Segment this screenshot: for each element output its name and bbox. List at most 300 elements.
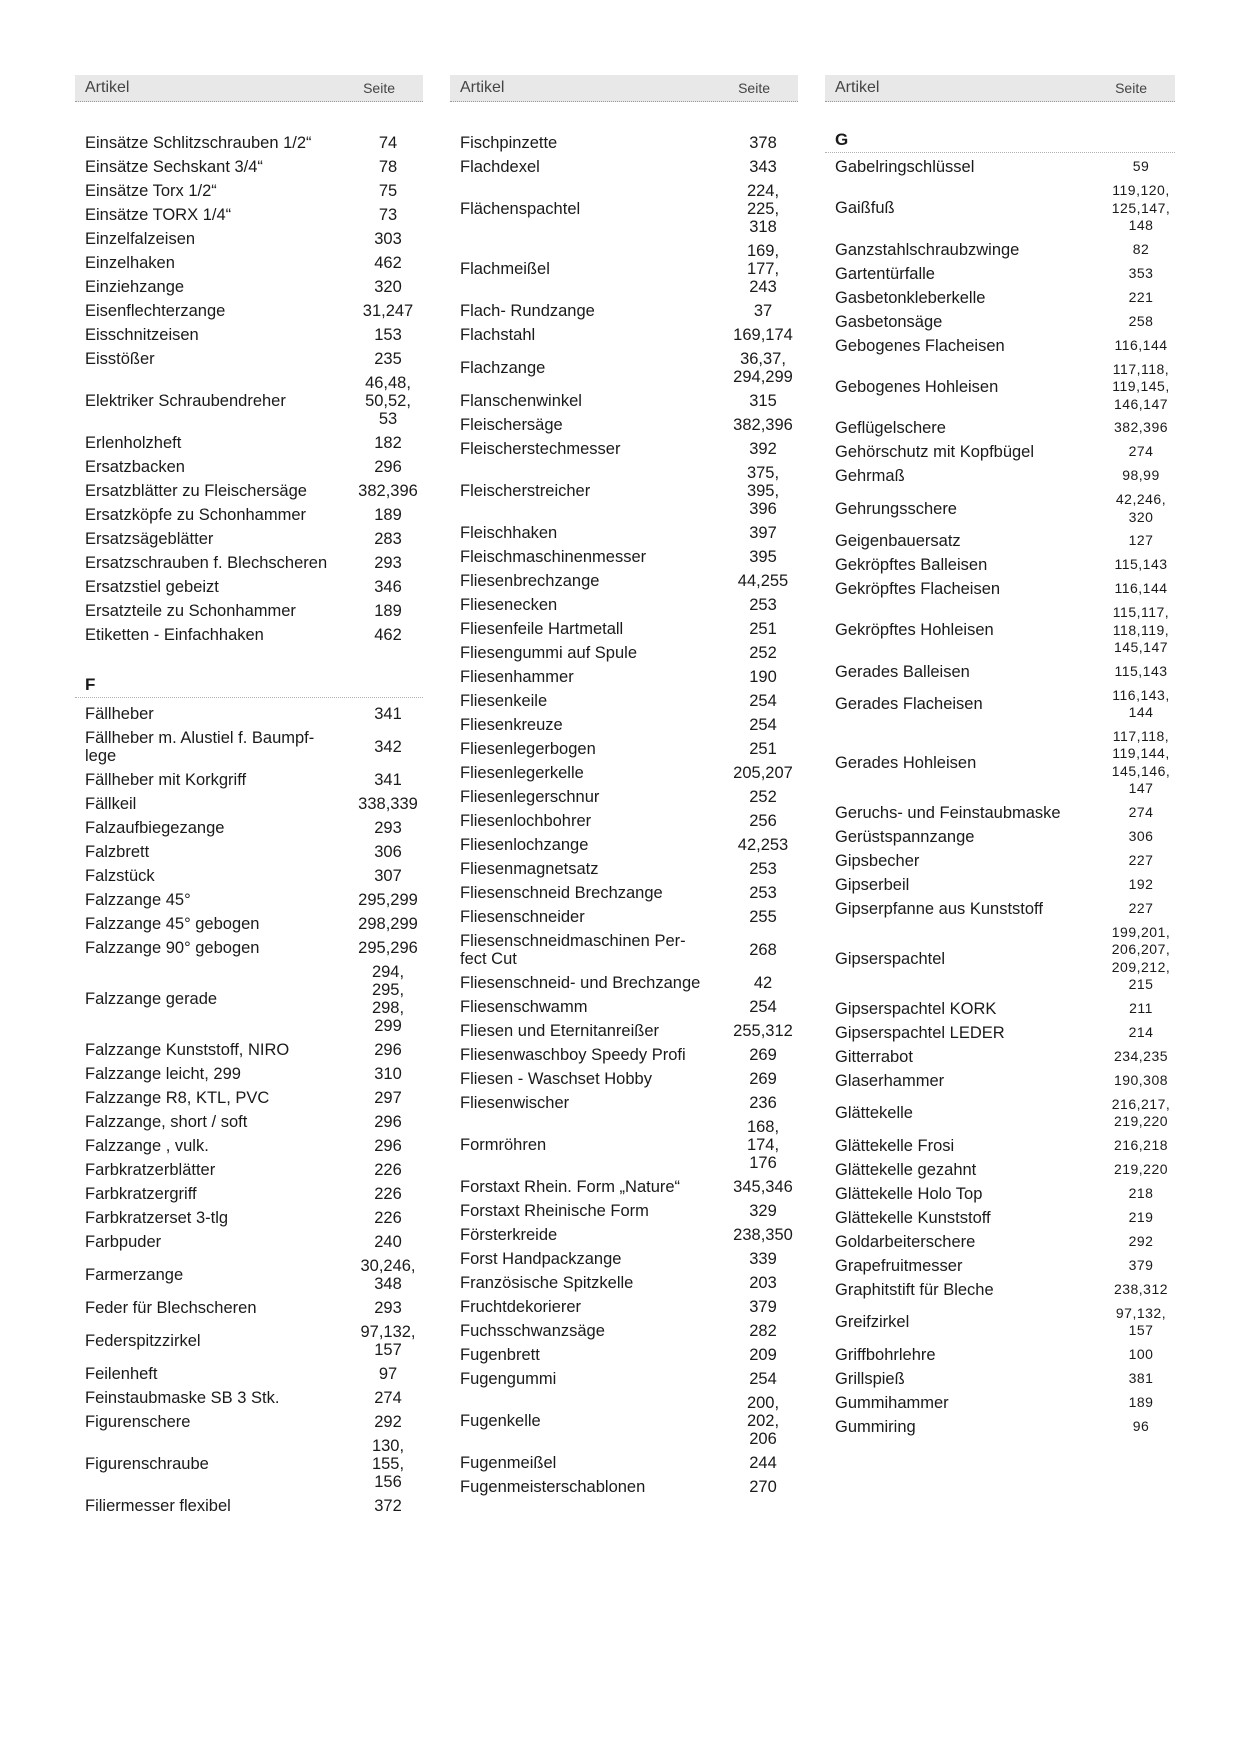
- entry-page: 115,143: [1114, 556, 1168, 573]
- index-entry: [825, 1182, 1175, 1206]
- index-column-3: [825, 75, 1175, 1439]
- entry-name: Flachmeißel: [460, 260, 550, 278]
- entry-name: Falzstück: [85, 867, 155, 885]
- entry-name: Figurenschere: [85, 1413, 191, 1431]
- entry-name: Glättekelle: [835, 1104, 913, 1122]
- entry-page: 78: [378, 158, 398, 176]
- entry-name: Gipserspachtel KORK: [835, 999, 997, 1018]
- entry-name: Glättekelle gezahnt: [835, 1160, 977, 1179]
- entry-name: Ersatzbacken: [85, 458, 185, 476]
- index-entry: [75, 816, 423, 840]
- entry-page: 307: [374, 867, 402, 885]
- entry-name: Eisstößer: [85, 350, 155, 368]
- entry-name: Gartentürfalle: [835, 264, 935, 283]
- index-entry: [825, 310, 1175, 334]
- entry-page: 295,296: [358, 939, 418, 957]
- entry-page: 462: [374, 254, 402, 272]
- index-entry: [75, 155, 423, 179]
- index-entry: [75, 551, 423, 575]
- entry-name: Fliesenbrechzange: [460, 572, 600, 590]
- entry-name: Fliesenlegerschnur: [460, 788, 600, 806]
- index-entry: [450, 1295, 798, 1319]
- entry-page: 269: [749, 1046, 777, 1064]
- entry-page: 342: [374, 738, 402, 756]
- index-entry: [825, 358, 1175, 417]
- entry-page: 372: [374, 1497, 402, 1515]
- index-entry: [450, 1247, 798, 1271]
- header-artikel: Artikel: [835, 79, 880, 96]
- entry-page: 116,144: [1114, 336, 1168, 353]
- entry-name: Falzzange 45°: [85, 891, 191, 909]
- index-entry: [75, 479, 423, 503]
- entry-page: 31,247: [362, 302, 414, 320]
- index-entry: [75, 275, 423, 299]
- entry-name: Fliesenschneid Brechzange: [460, 884, 663, 902]
- index-entry: [75, 1494, 423, 1518]
- index-entry: [450, 1319, 798, 1343]
- entry-name: Eisschnitzeisen: [85, 326, 199, 344]
- entry-name: Gummihammer: [835, 1393, 949, 1412]
- entry-page: 320: [374, 278, 402, 296]
- index-entry: [825, 155, 1175, 179]
- entry-page: 75: [378, 182, 398, 200]
- entry-name: Elektriker Schraubendreher: [85, 392, 286, 410]
- entry-name: Fliesenhammer: [460, 668, 574, 686]
- entry-name: Gaißfuß: [835, 199, 895, 218]
- entry-page: 382,396: [358, 482, 418, 500]
- header-artikel: Artikel: [460, 79, 505, 96]
- entry-page: 42: [753, 974, 773, 992]
- entry-page: 168, 174, 176: [746, 1118, 780, 1172]
- entry-page: 295,299: [358, 891, 418, 909]
- entry-page: 42,253: [737, 836, 789, 854]
- entry-list-g: [825, 155, 1175, 1439]
- entry-page: 238,312: [1113, 1280, 1169, 1297]
- entry-page: 341: [374, 771, 402, 789]
- index-entry: [75, 1254, 423, 1296]
- entry-name: Französische Spitzkelle: [460, 1274, 634, 1292]
- entry-name: Flachdexel: [460, 158, 540, 176]
- index-entry: [825, 1158, 1175, 1182]
- index-entry: [75, 726, 423, 768]
- index-entry: [825, 440, 1175, 464]
- entry-page: 116,144: [1114, 580, 1168, 597]
- index-entry: [75, 1320, 423, 1362]
- index-entry: [825, 921, 1175, 997]
- index-entry: [450, 1067, 798, 1091]
- index-entry: [75, 1296, 423, 1320]
- entry-page: 36,37, 294,299: [733, 350, 793, 386]
- index-entry: [450, 545, 798, 569]
- entry-name: Flachstahl: [460, 326, 536, 344]
- entry-name: Fuchsschwanzsäge: [460, 1322, 605, 1340]
- entry-page: 82: [1132, 240, 1150, 257]
- entry-name: Gehrungsschere: [835, 499, 957, 518]
- entry-name: Fleischerstechmesser: [460, 440, 621, 458]
- index-entry: [75, 503, 423, 527]
- entry-page: 269: [749, 1070, 777, 1088]
- index-entry: [825, 416, 1175, 440]
- entry-name: Gipsbecher: [835, 851, 920, 870]
- entry-name: Einsätze Torx 1/2“: [85, 182, 217, 200]
- entry-page: 238,350: [733, 1226, 793, 1244]
- entry-name: Gitterrabot: [835, 1047, 913, 1066]
- entry-page: 395: [749, 548, 777, 566]
- entry-name: Fruchtdekorierer: [460, 1298, 582, 1316]
- index-entry: [450, 1391, 798, 1451]
- index-entry: [450, 389, 798, 413]
- entry-page: 190: [749, 668, 777, 686]
- entry-page: 224, 225, 318: [746, 182, 780, 236]
- entry-page: 252: [749, 788, 777, 806]
- entry-page: 100: [1128, 1345, 1154, 1362]
- index-entry: [825, 179, 1175, 238]
- entry-page: 42,246, 320: [1115, 491, 1167, 525]
- entry-page: 44,255: [737, 572, 789, 590]
- entry-page: 274: [1128, 443, 1154, 460]
- entry-page: 296: [374, 458, 402, 476]
- entry-name: Gehörschutz mit Kopfbügel: [835, 443, 1035, 461]
- entry-page: 303: [374, 230, 402, 248]
- entry-name: Fliesen und Eternitanreißer: [460, 1022, 660, 1040]
- entry-page: 30,246, 348: [360, 1257, 416, 1293]
- entry-page: 292: [374, 1413, 402, 1431]
- index-entry: [825, 825, 1175, 849]
- entry-page: 310: [374, 1065, 402, 1083]
- index-entry: [825, 601, 1175, 660]
- entry-name: Fliesenlochbohrer: [460, 812, 592, 830]
- entry-page: 254: [749, 716, 777, 734]
- column-header: [75, 75, 423, 102]
- entry-page: 189: [1128, 1393, 1154, 1410]
- entry-list: [75, 131, 423, 647]
- entry-page: 116,143, 144: [1112, 686, 1170, 720]
- index-entry: [75, 888, 423, 912]
- entry-page: 345,346: [733, 1178, 793, 1196]
- index-entry: [75, 768, 423, 792]
- entry-page: 258: [1128, 312, 1154, 329]
- entry-name: Fliesengummi auf Spule: [460, 644, 638, 662]
- index-entry: [825, 1254, 1175, 1278]
- index-entry: [450, 881, 798, 905]
- entry-page: 255: [749, 908, 777, 926]
- entry-name: Feinstaubmaske SB 3 Stk.: [85, 1389, 280, 1407]
- index-entry: [75, 912, 423, 936]
- index-entry: [450, 323, 798, 347]
- index-entry: [450, 1091, 798, 1115]
- entry-page: 382,396: [1113, 419, 1169, 436]
- entry-name: Fliesenwischer: [460, 1094, 570, 1112]
- entry-page: 254: [749, 1370, 777, 1388]
- index-entry: [75, 840, 423, 864]
- entry-name: Fliesenkeile: [460, 692, 548, 710]
- entry-name: Gabelringschlüssel: [835, 158, 975, 176]
- index-entry: [75, 599, 423, 623]
- entry-name: Ersatzköpfe zu Schonhammer: [85, 506, 307, 524]
- header-seite: Seite: [1115, 80, 1147, 96]
- index-entry: [450, 905, 798, 929]
- entry-page: 117,118, 119,144, 145,146, 147: [1111, 727, 1171, 796]
- entry-page: 209: [749, 1346, 777, 1364]
- entry-name: Einzelhaken: [85, 254, 175, 272]
- entry-name: Fällheber mit Korkgriff: [85, 771, 247, 789]
- entry-name: Fliesenlegerkelle: [460, 764, 584, 782]
- entry-name: Farbkratzerset 3-tlg: [85, 1209, 229, 1227]
- index-entry: [825, 725, 1175, 801]
- index-entry: [450, 461, 798, 521]
- entry-name: Fliesenkreuze: [460, 716, 563, 734]
- entry-name: Falzzange Kunststoff, NIRO: [85, 1041, 290, 1059]
- entry-name: Falzzange R8, KTL, PVC: [85, 1089, 270, 1107]
- index-entry: [450, 713, 798, 737]
- entry-name: Fleischerstreicher: [460, 482, 591, 500]
- index-entry: [75, 203, 423, 227]
- index-entry: [450, 665, 798, 689]
- index-entry: [450, 737, 798, 761]
- entry-page: 329: [749, 1202, 777, 1220]
- entry-page: 169, 177, 243: [746, 242, 780, 296]
- index-entry: [825, 464, 1175, 488]
- entry-name: Eisenflechterzange: [85, 302, 226, 320]
- entry-page: 268: [749, 941, 777, 959]
- entry-name: Ersatzteile zu Schonhammer: [85, 602, 296, 620]
- index-entry: [825, 1302, 1175, 1343]
- index-entry: [450, 413, 798, 437]
- entry-page: 115,143: [1114, 662, 1168, 679]
- index-entry: [75, 431, 423, 455]
- entry-page: 97: [378, 1365, 398, 1383]
- entry-page: 375, 395, 396: [746, 464, 780, 518]
- entry-name: Gehrmaß: [835, 467, 905, 485]
- entry-name: Fliesen - Waschset Hobby: [460, 1070, 652, 1088]
- entry-page: 97,132, 157: [1115, 1304, 1167, 1338]
- index-entry: [75, 1206, 423, 1230]
- entry-name: Fliesenlegerbogen: [460, 740, 596, 758]
- column-header: [825, 75, 1175, 102]
- entry-name: Glättekelle Holo Top: [835, 1184, 983, 1203]
- section-heading-f: F: [75, 671, 423, 698]
- entry-name: Fliesenschneidmaschinen Per- fect Cut: [460, 932, 686, 968]
- entry-page: 221: [1128, 288, 1154, 305]
- index-entry: [75, 1038, 423, 1062]
- entry-page: 339: [749, 1250, 777, 1268]
- entry-list-f: [75, 702, 423, 1518]
- entry-name: Flanschenwinkel: [460, 392, 582, 410]
- entry-page: 73: [378, 206, 398, 224]
- entry-page: 203: [749, 1274, 777, 1292]
- index-entry: [825, 262, 1175, 286]
- entry-name: Griffbohrlehre: [835, 1345, 936, 1364]
- entry-page: 253: [749, 884, 777, 902]
- entry-name: Fällheber m. Alustiel f. Baumpf- lege: [85, 729, 315, 765]
- index-entry: [450, 179, 798, 239]
- entry-name: Feder für Blechscheren: [85, 1299, 257, 1317]
- entry-name: Ersatzsägeblätter: [85, 530, 214, 548]
- index-entry: [825, 1343, 1175, 1367]
- index-entry: [75, 1230, 423, 1254]
- index-entry: [75, 455, 423, 479]
- entry-name: Fliesenecken: [460, 596, 558, 614]
- entry-name: Einzelfalzeisen: [85, 230, 196, 248]
- entry-page: 234,235: [1113, 1047, 1169, 1064]
- index-entry: [450, 521, 798, 545]
- index-entry: [825, 1278, 1175, 1302]
- index-entry: [450, 1367, 798, 1391]
- entry-name: Gipserpfanne aus Kunststoff: [835, 899, 1043, 918]
- index-entry: [825, 849, 1175, 873]
- index-entry: [825, 1093, 1175, 1134]
- index-entry: [450, 239, 798, 299]
- entry-page: 189: [374, 602, 402, 620]
- index-entry: [450, 347, 798, 389]
- index-entry: [450, 785, 798, 809]
- entry-page: 346: [374, 578, 402, 596]
- entry-name: Fugenmeißel: [460, 1454, 557, 1472]
- index-entry: [450, 569, 798, 593]
- index-entry: [825, 1415, 1175, 1439]
- entry-name: Gipserspachtel LEDER: [835, 1023, 1005, 1042]
- entry-page: 343: [749, 158, 777, 176]
- entry-name: Fleischmaschinenmesser: [460, 548, 647, 566]
- index-entry: [825, 897, 1175, 921]
- index-entry: [450, 1043, 798, 1067]
- entry-name: Fleischhaken: [460, 524, 558, 542]
- entry-name: Filiermesser flexibel: [85, 1497, 231, 1515]
- index-entry: [450, 641, 798, 665]
- entry-page: 338,339: [358, 795, 418, 813]
- entry-name: Gipserbeil: [835, 875, 910, 894]
- entry-page: 46,48, 50,52, 53: [365, 374, 411, 428]
- entry-page: 274: [374, 1389, 402, 1407]
- entry-page: 254: [749, 692, 777, 710]
- index-entry: [75, 1386, 423, 1410]
- entry-name: Farbkratzerblätter: [85, 1161, 216, 1179]
- entry-name: Formröhren: [460, 1136, 547, 1154]
- entry-page: 306: [374, 843, 402, 861]
- entry-page: 96: [1132, 1417, 1150, 1434]
- index-entry: [75, 347, 423, 371]
- entry-name: Etiketten - Einfachhaken: [85, 626, 264, 644]
- entry-page: 240: [374, 1233, 402, 1251]
- entry-page: 296: [374, 1137, 402, 1155]
- entry-page: 130, 155, 156: [371, 1437, 405, 1491]
- entry-page: 378: [749, 134, 777, 152]
- entry-page: 270: [749, 1478, 777, 1496]
- entry-name: Gerades Balleisen: [835, 662, 970, 681]
- index-entry: [450, 617, 798, 641]
- entry-page: 341: [374, 705, 402, 723]
- entry-page: 98,99: [1122, 467, 1160, 484]
- entry-name: Farmerzange: [85, 1266, 184, 1284]
- index-entry: [450, 1451, 798, 1475]
- index-entry: [825, 1069, 1175, 1093]
- header-seite: Seite: [363, 80, 395, 96]
- index-entry: [450, 1223, 798, 1247]
- index-entry: [75, 299, 423, 323]
- entry-page: 190,308: [1113, 1071, 1169, 1088]
- index-entry: [75, 936, 423, 960]
- index-entry: [75, 575, 423, 599]
- entry-name: Fliesenschneider: [460, 908, 585, 926]
- index-entry: [825, 334, 1175, 358]
- index-entry: [450, 1271, 798, 1295]
- index-entry: [825, 1391, 1175, 1415]
- entry-page: 37: [753, 302, 773, 320]
- entry-name: Glättekelle Kunststoff: [835, 1208, 991, 1227]
- section-heading-g: G: [825, 126, 1175, 153]
- index-entry: [75, 960, 423, 1038]
- index-entry: [75, 864, 423, 888]
- entry-name: Gipserspachtel: [835, 949, 946, 968]
- entry-page: 251: [749, 620, 777, 638]
- entry-name: Grapefruitmesser: [835, 1256, 963, 1275]
- index-entry: [825, 238, 1175, 262]
- entry-name: Falzaufbiegezange: [85, 819, 225, 837]
- entry-list: [450, 131, 798, 1499]
- entry-page: 353: [1128, 264, 1154, 281]
- index-entry: [450, 1019, 798, 1043]
- entry-page: 297: [374, 1089, 402, 1107]
- index-entry: [75, 1134, 423, 1158]
- index-entry: [75, 323, 423, 347]
- entry-name: Grillspieß: [835, 1369, 905, 1388]
- entry-page: 211: [1129, 999, 1153, 1016]
- index-entry: [825, 286, 1175, 310]
- entry-name: Falzzange 45° gebogen: [85, 915, 260, 933]
- index-entry: [450, 593, 798, 617]
- index-entry: [825, 553, 1175, 577]
- index-entry: [75, 1182, 423, 1206]
- entry-page: 379: [749, 1298, 777, 1316]
- index-entry: [825, 529, 1175, 553]
- entry-page: 218: [1128, 1184, 1154, 1201]
- entry-name: Forst Handpackzange: [460, 1250, 622, 1268]
- entry-name: Ersatzblätter zu Fleischersäge: [85, 482, 307, 500]
- index-entry: [75, 1110, 423, 1134]
- entry-page: 379: [1128, 1256, 1154, 1273]
- entry-page: 226: [374, 1209, 402, 1227]
- index-entry: [75, 1062, 423, 1086]
- index-entry: [825, 1045, 1175, 1069]
- entry-page: 216,217, 219,220: [1111, 1095, 1171, 1129]
- entry-page: 205,207: [733, 764, 793, 782]
- index-entry: [450, 761, 798, 785]
- entry-name: Geruchs- und Feinstaubmaske: [835, 803, 1061, 822]
- index-entry: [450, 437, 798, 461]
- entry-name: Gekröpftes Balleisen: [835, 556, 988, 574]
- index-entry: [75, 527, 423, 551]
- entry-name: Fliesenwaschboy Speedy Profi: [460, 1046, 686, 1064]
- index-entry: [825, 1134, 1175, 1158]
- index-entry: [825, 1367, 1175, 1391]
- entry-name: Falzzange, short / soft: [85, 1113, 248, 1131]
- entry-page: 169,174: [733, 326, 793, 344]
- entry-page: 294, 295, 298, 299: [371, 963, 405, 1035]
- entry-page: 253: [749, 596, 777, 614]
- entry-name: Falzbrett: [85, 843, 150, 861]
- entry-page: 254: [749, 998, 777, 1016]
- entry-name: Fugenmeisterschablonen: [460, 1478, 646, 1496]
- index-entry: [825, 801, 1175, 825]
- entry-name: Ersatzschrauben f. Blechscheren: [85, 554, 328, 572]
- entry-name: Fleischersäge: [460, 416, 563, 434]
- entry-page: 115,117, 118,119, 145,147: [1112, 604, 1170, 655]
- index-entry: [825, 577, 1175, 601]
- index-entry: [825, 660, 1175, 684]
- entry-name: Erlenholzheft: [85, 434, 182, 452]
- entry-page: 127: [1128, 532, 1154, 549]
- entry-name: Fliesenmagnetsatz: [460, 860, 599, 878]
